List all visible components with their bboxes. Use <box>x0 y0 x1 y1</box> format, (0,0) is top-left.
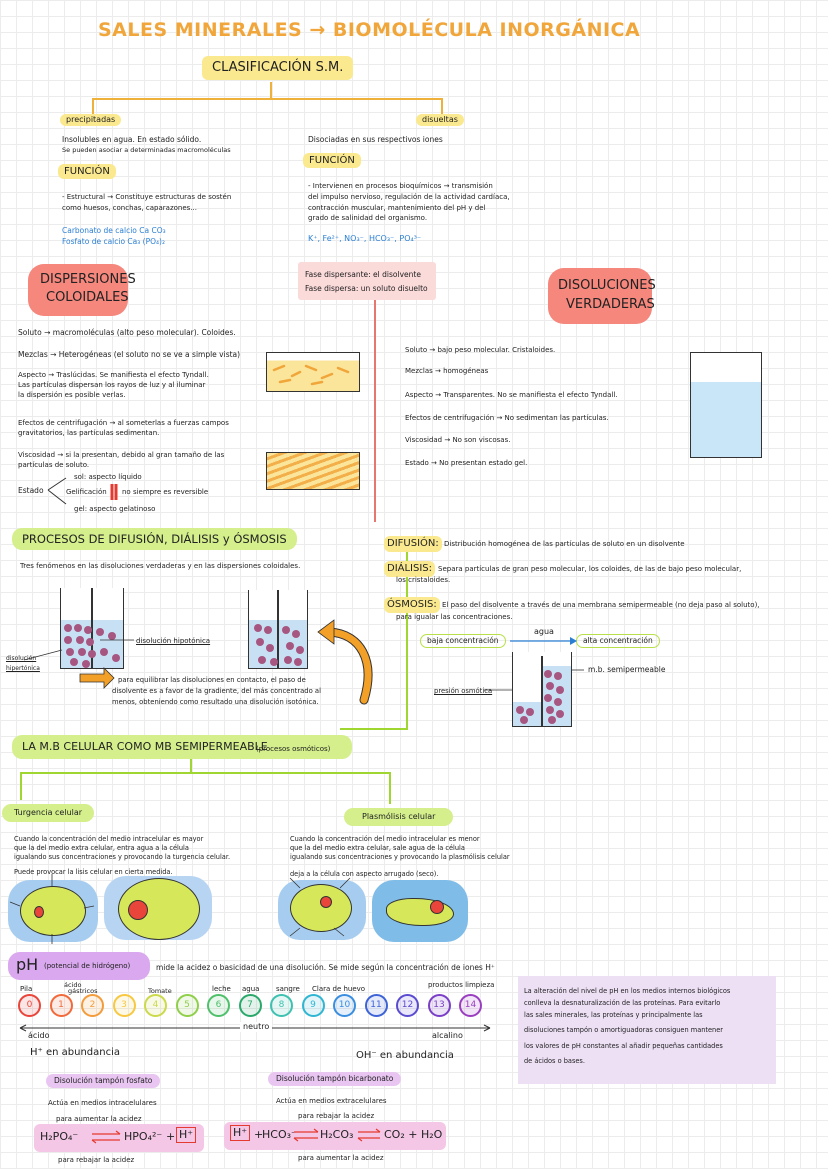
disoluciones-viscosidad: Viscosidad → No son viscosas. <box>405 436 511 444</box>
dispersiones-estado: Estado <box>18 486 44 495</box>
tampon-bicarbonato-down: para aumentar la acidez <box>298 1154 384 1162</box>
colloid-particle <box>312 382 322 384</box>
membrana-sub: (procesos osmóticos) <box>256 745 331 753</box>
dialisis-text: los cristaloides. <box>396 576 451 584</box>
tampon-bicarbonato-eq-h2co3: H₂CO₃ <box>320 1128 354 1141</box>
ph-value-10: 10 <box>333 994 356 1017</box>
ph-ohminus: OH⁻ en abundancia <box>356 1050 454 1061</box>
difusion-text: Distribución homogénea de las partículas de soluto en un disolvente <box>444 540 685 548</box>
turgencia-text: igualando sus concentraciones y provocando la turgencia celular. <box>14 853 231 861</box>
tampon-bicarbonato-up: para rebajar la acidez <box>298 1112 375 1120</box>
equilibrio-text: menos, obteniendo como resultado una disolución isotónica. <box>112 698 319 706</box>
tampon-bicarbonato-medio: Actúa en medios extracelulares <box>276 1097 387 1105</box>
osmosis-text: para igualar las concentraciones. <box>396 613 513 621</box>
tampon-fosfato-medio: Actúa en medios intracelulares <box>48 1099 157 1107</box>
page-title: SALES MINERALES → BIOMOLÉCULA INORGÁNICA <box>98 19 641 41</box>
disoluciones-title: DISOLUCIONES <box>558 278 656 293</box>
plasmolisis-text: igualando sus concentraciones y provocando la plasmólisis celular <box>290 853 510 861</box>
osmosis-label: ÓSMOSIS: <box>384 597 440 613</box>
osmosis-agua: agua <box>534 627 554 636</box>
osmosis-baja: baja concentración <box>420 634 506 648</box>
disoluciones-estado: Estado → No presentan estado gel. <box>405 459 528 467</box>
ph-value-1: 1 <box>50 994 73 1017</box>
dispersiones-efectos: gravitatorios, las partículas sedimentan. <box>18 429 160 437</box>
plasmolisis-text: que la del medio extra celular, sale agua de la célula <box>290 844 465 852</box>
osmosis-presion: presión osmótica <box>434 687 493 695</box>
dispersiones-viscosidad: Viscosidad → si la presentan, debido al gran tamaño de las <box>18 451 225 459</box>
tampon-bicarbonato-eq-hco3: HCO₃⁻ <box>262 1128 297 1141</box>
ph-note: conlleva la desnaturalización de las proteínas. Para evitarlo <box>524 999 721 1007</box>
ph-definition: mide la acidez o basicidad de una disolución. Se mide según la concentración de iones H⁺ <box>156 963 495 972</box>
plasmolisis-text: Cuando la concentración del medio intracelular es menor <box>290 835 480 843</box>
ph-ref-gastricos: gástricos <box>68 987 98 995</box>
ph-ref-leche: leche <box>212 985 231 993</box>
ph-hplus: H⁺ en abundancia <box>30 1047 121 1058</box>
colloid-particle <box>306 366 316 370</box>
tampon-bicarbonato-eq-plus: + <box>254 1128 264 1141</box>
ph-value-4: 4 <box>144 994 167 1017</box>
plasmolisis-label: Plasmólisis celular <box>344 808 453 826</box>
ph-ref-pila: Pila <box>20 985 33 993</box>
tampon-fosfato-label: Disolución tampón fosfato <box>46 1074 160 1088</box>
disoluciones-soluto: Soluto → bajo peso molecular. Cristaloides. <box>405 346 556 354</box>
disoluciones-efectos: Efectos de centrifugación → No sedimentan las partículas. <box>405 414 609 422</box>
ph-neutro: neutro <box>240 1022 272 1032</box>
tampon-fosfato-eq-plus: + <box>166 1130 176 1143</box>
ph-ref-sangre: sangre <box>276 985 300 993</box>
osmosis-alta: alta concentración <box>576 634 660 648</box>
dispersiones-efectos: Efectos de centrifugación → al someterlas a fuerzas campos <box>18 419 229 427</box>
ph-value-2: 2 <box>81 994 104 1017</box>
ph-value-3: 3 <box>113 994 136 1017</box>
label-hipertonica: disolución hipertónica <box>6 655 40 672</box>
tampon-bicarbonato-label: Disolución tampón bicarbonato <box>268 1072 401 1086</box>
plasmolisis-text: deja a la célula con aspecto arrugado (seco). <box>290 870 439 878</box>
colloid-particle <box>322 374 332 378</box>
membrana-title: LA M.B CELULAR COMO MB SEMIPERMEABLE <box>22 740 268 753</box>
ph-value-13: 13 <box>428 994 451 1017</box>
ph-ref-tomate: Tomate <box>148 987 172 995</box>
ph-value-6: 6 <box>207 994 230 1017</box>
ph-value-11: 11 <box>365 994 388 1017</box>
ph-value-7: 7 <box>239 994 262 1017</box>
precipitadas-text: Insolubles en agua. En estado sólido. <box>62 135 202 144</box>
fases-text: Fase dispersa: un soluto disuelto <box>305 284 428 293</box>
tampon-fosfato-eq-left: H₂PO₄⁻ <box>40 1130 79 1143</box>
dispersiones-aspecto: la dispersión es posible verlas. <box>18 391 126 399</box>
ph-value-0: 0 <box>18 994 41 1017</box>
turgencia-text: que la del medio extra celular, entra agua a la célula <box>14 844 189 852</box>
disoluciones-aspecto: Aspecto → Transparentes. No se manifiesta el efecto Tyndall. <box>405 391 618 399</box>
precipitadas-example: Fosfato de calcio Ca₃ (PO₄)₂ <box>62 237 165 246</box>
precipitadas-funcion-text: como huesos, conchas, caparazones... <box>62 204 197 212</box>
ph-alcalino: alcalino <box>432 1031 463 1040</box>
disueltas-funcion: FUNCIÓN <box>303 153 361 168</box>
precipitadas-funcion-text: - Estructural → Constituye estructuras de sostén <box>62 193 232 201</box>
dispersiones-title: COLOIDALES <box>46 290 129 305</box>
dispersiones-title: DISPERSIONES <box>40 272 136 287</box>
tampon-bicarbonato-eq-h: H⁺ <box>230 1125 250 1141</box>
osmosis-text: El paso del disolvente a través de una membrana semipermeable (no deja paso al soluto), <box>442 601 760 609</box>
label-hipotonica: disolución hipotónica <box>136 637 211 645</box>
disueltas-ions: K⁺, Fe²⁺, NO₃⁻, HCO₃⁻, PO₄³⁻ <box>308 234 422 243</box>
tampon-fosfato-down: para rebajar la acidez <box>58 1156 135 1164</box>
precipitadas-funcion: FUNCIÓN <box>58 164 116 179</box>
ph-ref-agua: agua <box>242 985 260 993</box>
ph-note: los valores de pH constantes al añadir pequeñas cantidades <box>524 1042 723 1050</box>
fases-text: Fase dispersante: el disolvente <box>305 270 421 279</box>
equilibrio-text: disolvente es a favor de la gradiente, del más concentrado al <box>112 687 321 695</box>
disueltas-funcion-text: contracción muscular, mantenimiento del pH y del <box>308 204 486 212</box>
dispersiones-aspecto: Las partículas dispersan los rayos de luz y al iluminar <box>18 381 206 389</box>
dispersiones-gelificacion: Gelificación <box>66 488 107 496</box>
colloid-particle <box>274 366 284 370</box>
disueltas-funcion-text: - Intervienen en procesos bioquímicos → transmisión <box>308 182 493 190</box>
disueltas-funcion-text: grado de salinidad del organismo. <box>308 214 428 222</box>
precipitadas-text: Se pueden asociar a determinadas macromoléculas <box>62 146 231 154</box>
colloid-particle <box>338 368 348 372</box>
dispersiones-soluto: Soluto → macromoléculas (alto peso molecular). Coloides. <box>18 328 236 337</box>
dispersiones-sol: sol: aspecto líquido <box>74 473 142 481</box>
dialisis-label: DIÁLISIS: <box>384 561 435 577</box>
ph-ref-acido: ácido <box>64 981 82 989</box>
disoluciones-title: VERDADERAS <box>566 297 655 312</box>
ph-ref-clara: Clara de huevo <box>312 985 366 993</box>
colloid-particle <box>280 380 290 382</box>
dispersiones-gel: gel: aspecto gelatinoso <box>74 505 156 513</box>
turgencia-label: Turgencia celular <box>2 804 94 822</box>
dialisis-text: Separa partículas de gran peso molecular, los coloides, de las de bajo peso molecular, <box>438 565 742 573</box>
tampon-fosfato-eq-mid: HPO₄²⁻ <box>124 1130 163 1143</box>
ph-value-14: 14 <box>459 994 482 1017</box>
precipitadas-label: precipitadas <box>60 114 121 126</box>
ph-acido: ácido <box>28 1031 50 1040</box>
ph-value-12: 12 <box>396 994 419 1017</box>
procesos-intro: Tres fenómenos en las disoluciones verdaderas y en las dispersiones coloidales. <box>20 562 301 570</box>
ph-note: de ácidos o bases. <box>524 1057 585 1065</box>
ph-value-5: 5 <box>176 994 199 1017</box>
ph-note: disoluciones tampón o amortiguadoras consiguen mantener <box>524 1026 723 1034</box>
procesos-title: PROCESOS DE DIFUSIÓN, DIÁLISIS y ÓSMOSIS <box>12 528 297 550</box>
difusion-label: DIFUSIÓN: <box>384 536 442 552</box>
ph-value-9: 9 <box>302 994 325 1017</box>
tampon-bicarbonato-eq-right: CO₂ + H₂O <box>384 1128 443 1141</box>
classification-heading: CLASIFICACIÓN S.M. <box>202 56 353 80</box>
osmosis-mb: m.b. semipermeable <box>588 665 666 674</box>
ph-value-8: 8 <box>270 994 293 1017</box>
dispersiones-aspecto: Aspecto → Traslúcidas. Se manifiesta el efecto Tyndall. <box>18 371 209 379</box>
tampon-fosfato-up: para aumentar la acidez <box>56 1115 142 1123</box>
ph-ref-limpieza: productos limpieza <box>428 981 495 989</box>
disoluciones-mezclas: Mezclas → homogéneas <box>405 367 489 375</box>
equilibrio-text: para equilibrar las disoluciones en contacto, el paso de <box>118 676 306 684</box>
ph-note: las sales minerales, las proteínas y principalmente las <box>524 1011 703 1019</box>
precipitadas-example: Carbonato de calcio Ca CO₃ <box>62 226 166 235</box>
turgencia-text: Cuando la concentración del medio intracelular es mayor <box>14 835 204 843</box>
ph-note: La alteración del nivel de pH en los medios internos biológicos <box>524 987 731 995</box>
colloid-particle <box>292 372 300 376</box>
ph-sub: (potencial de hidrógeno) <box>44 962 131 970</box>
disueltas-label: disueltas <box>416 114 464 126</box>
disueltas-funcion-text: del impulso nervioso, regulación de la actividad cardíaca, <box>308 193 510 201</box>
dispersiones-viscosidad: partículas de soluto. <box>18 461 90 469</box>
dispersiones-no-reversible: no siempre es reversible <box>122 488 209 496</box>
turgencia-text: Puede provocar la lisis celular en cierta medida. <box>14 868 173 876</box>
tampon-fosfato-eq-right: H⁺ <box>176 1127 196 1143</box>
ph-label: pH <box>16 955 39 974</box>
disueltas-text: Disociadas en sus respectivos iones <box>308 135 443 144</box>
dispersiones-mezclas: Mezclas → Heterogéneas (el soluto no se ve a simple vista) <box>18 350 241 359</box>
